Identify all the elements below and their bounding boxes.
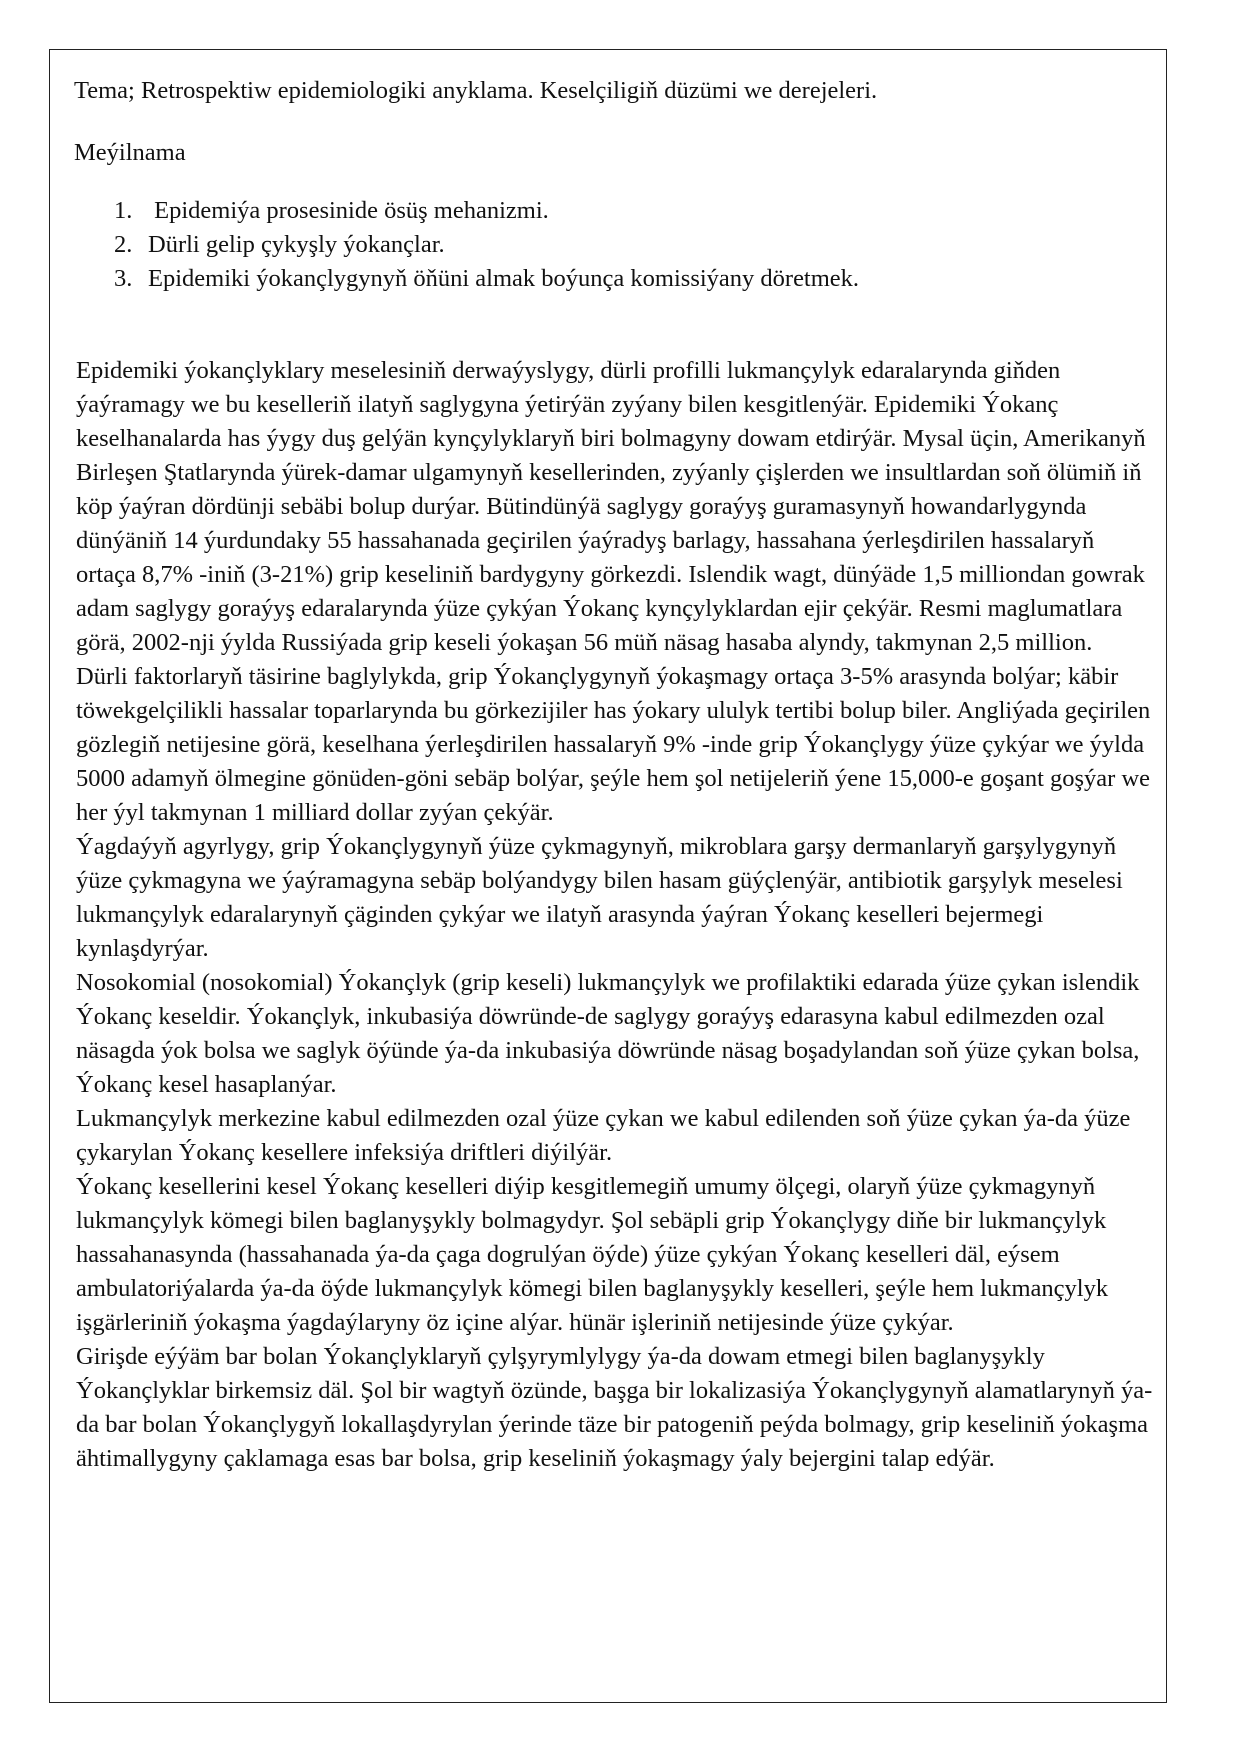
plan-item-number: 3. [114,265,133,292]
plan-item [114,194,1154,228]
plan-item-number: 1. [114,197,133,224]
body-paragraph: Ýokanç kesellerini kesel Ýokanç keselleri diýip kesgitlemegiň umumy ölçegi, olaryň ýüze çykmagynyň lukmançylyk kömegi bilen baglanyşykly bolmagydyr. Şol sebäpli grip Ýokançlygy diňe bir lukmançylyk hassahanasynda (hassahanada ýa-da çaga dogrulýan öýde) ýüze çykýan Ýokanç keselleri däl, eýsem ambulatoriýalarda ýa-da öýde lukmançylyk kömegi bilen baglanyşykly keselleri, şeýle hem lukmançylyk işgärleriniň ýokaşma ýagdaýlaryny öz içine alýar. hünär işleriniň netijesinde ýüze çykýar. [76,1173,1109,1336]
body-paragraph: Dürli faktorlaryň täsirine baglylykda, grip Ýokançlygynyň ýokaşmagy ortaça 3-5% arasynda bolýar; käbir töwekgelçilikli hassalar toparlarynda bu görkezijiler has ýokary ululyk tertibi bolup biler. Angliýada geçirilen gözlegiň netijesine görä, keselhana ýerleşdirilen hassalaryň 9% -inde grip Ýokançlygy ýüze çykýar we ýylda 5000 adamyň ölmegine gönüden-göni sebäp bolýar, şeýle hem şol netijeleriň ýene 15,000-e goşant goşýar we her ýyl takmynan 1 milliard dollar zyýan çekýär. [76,663,1151,826]
topic-line: Tema; Retrospektiw epidemiologiki anyklama. Keselçiligiň düzümi we derejeleri. [74,77,878,104]
plan-item [114,262,1154,296]
plan-item-text: Dürli gelip çykyşly ýokançlar. [148,231,445,258]
plan-item-number: 2. [114,231,133,258]
plan-item-text: Epidemiki ýokançlygynyň öňüni almak boýunça komissiýany döretmek. [148,265,860,292]
document-body [74,74,1154,1476]
plan-item [114,228,1154,262]
body-paragraph: Girişde eýýäm bar bolan Ýokançlyklaryň çylşyrymlylygy ýa-da dowam etmegi bilen baglanyşykly Ýokançlyklar birkemsiz däl. Şol bir wagtyň özünde, başga bir lokalizasiýa Ýokançlygynyň alamatlarynyň ýa-da bar bolan Ýokançlygyň lokallaşdyrylan ýerinde täze bir patogeniň peýda bolmagy, grip keseliniň ýokaşma ähtimallygyny çaklamaga esas bar bolsa, grip keseliniň ýokaşmagy ýaly bejergini talap edýär. [76,1343,1153,1472]
plan-item-text: Epidemiýa prosesinide ösüş mehanizmi. [148,197,549,224]
plan-list [74,194,1154,296]
body-paragraph: Lukmançylyk merkezine kabul edilmezden ozal ýüze çykan we kabul edilenden soň ýüze çykan ýa-da ýüze çykarylan Ýokanç kesellere infeksiýa driftleri diýilýär. [76,1105,1131,1166]
body-paragraph: Epidemiki ýokançlyklary meselesiniň derwaýyslygy, dürli profilli lukmançylyk edaralarynda giňden ýaýramagy we bu keselleriň ilatyň saglygyna ýetirýän zyýany bilen kesgitlenýär. Epidemiki Ýokanç keselhanalarda has ýygy duş gelýän kynçylyklaryň biri bolmagyny dowam etdirýär. Mysal üçin, Amerikanyň Birleşen Ştatlarynda ýürek-damar ulgamynyň kesellerinden, zyýanly çişlerden we insultlardan soň ölümiň iň köp ýaýran dördünji sebäbi bolup durýar. Bütindünýä saglygy goraýyş guramasynyň howandarlygynda dünýäniň 14 ýurdundaky 55 hassahanada geçirilen ýaýradyş barlagy, hassahana ýerleşdirilen hassalaryň ortaça 8,7% -iniň (3-21%) grip keseliniň bardygyny görkezdi. Islendik wagt, dünýäde 1,5 milliondan gowrak adam saglygy goraýyş edaralarynda ýüze çykýan Ýokanç kynçylyklardan ejir çekýär. Resmi maglumatlara görä, 2002-nji ýylda Russiýada grip keseli ýokaşan 56 müň näsag hasaba alyndy, takmynan 2,5 million. [76,357,1146,656]
body-paragraph: Ýagdaýyň agyrlygy, grip Ýokançlygynyň ýüze çykmagynyň, mikroblara garşy dermanlaryň garşylygynyň ýüze çykmagyna we ýaýramagyna sebäp bolýandygy bilen hasam güýçlenýär, antibiotik garşylyk meselesi lukmançylyk edaralarynyň çäginden çykýar we ilatyň arasynda ýaýran Ýokanç keselleri bejermegi kynlaşdyrýar. [76,833,1123,962]
plan-heading: Meýilnama [74,139,186,166]
body-paragraph: Nosokomial (nosokomial) Ýokançlyk (grip keseli) lukmançylyk we profilaktiki edarada ýüze çykan islendik Ýokanç keseldir. Ýokançlyk, inkubasiýa döwründe-de saglygy goraýyş edarasyna kabul edilmezden ozal näsagda ýok bolsa we saglyk öýünde ýa-da inkubasiýa döwründe näsag boşadylandan soň ýüze çykan bolsa, Ýokanç kesel hasaplanýar. [76,969,1140,1098]
